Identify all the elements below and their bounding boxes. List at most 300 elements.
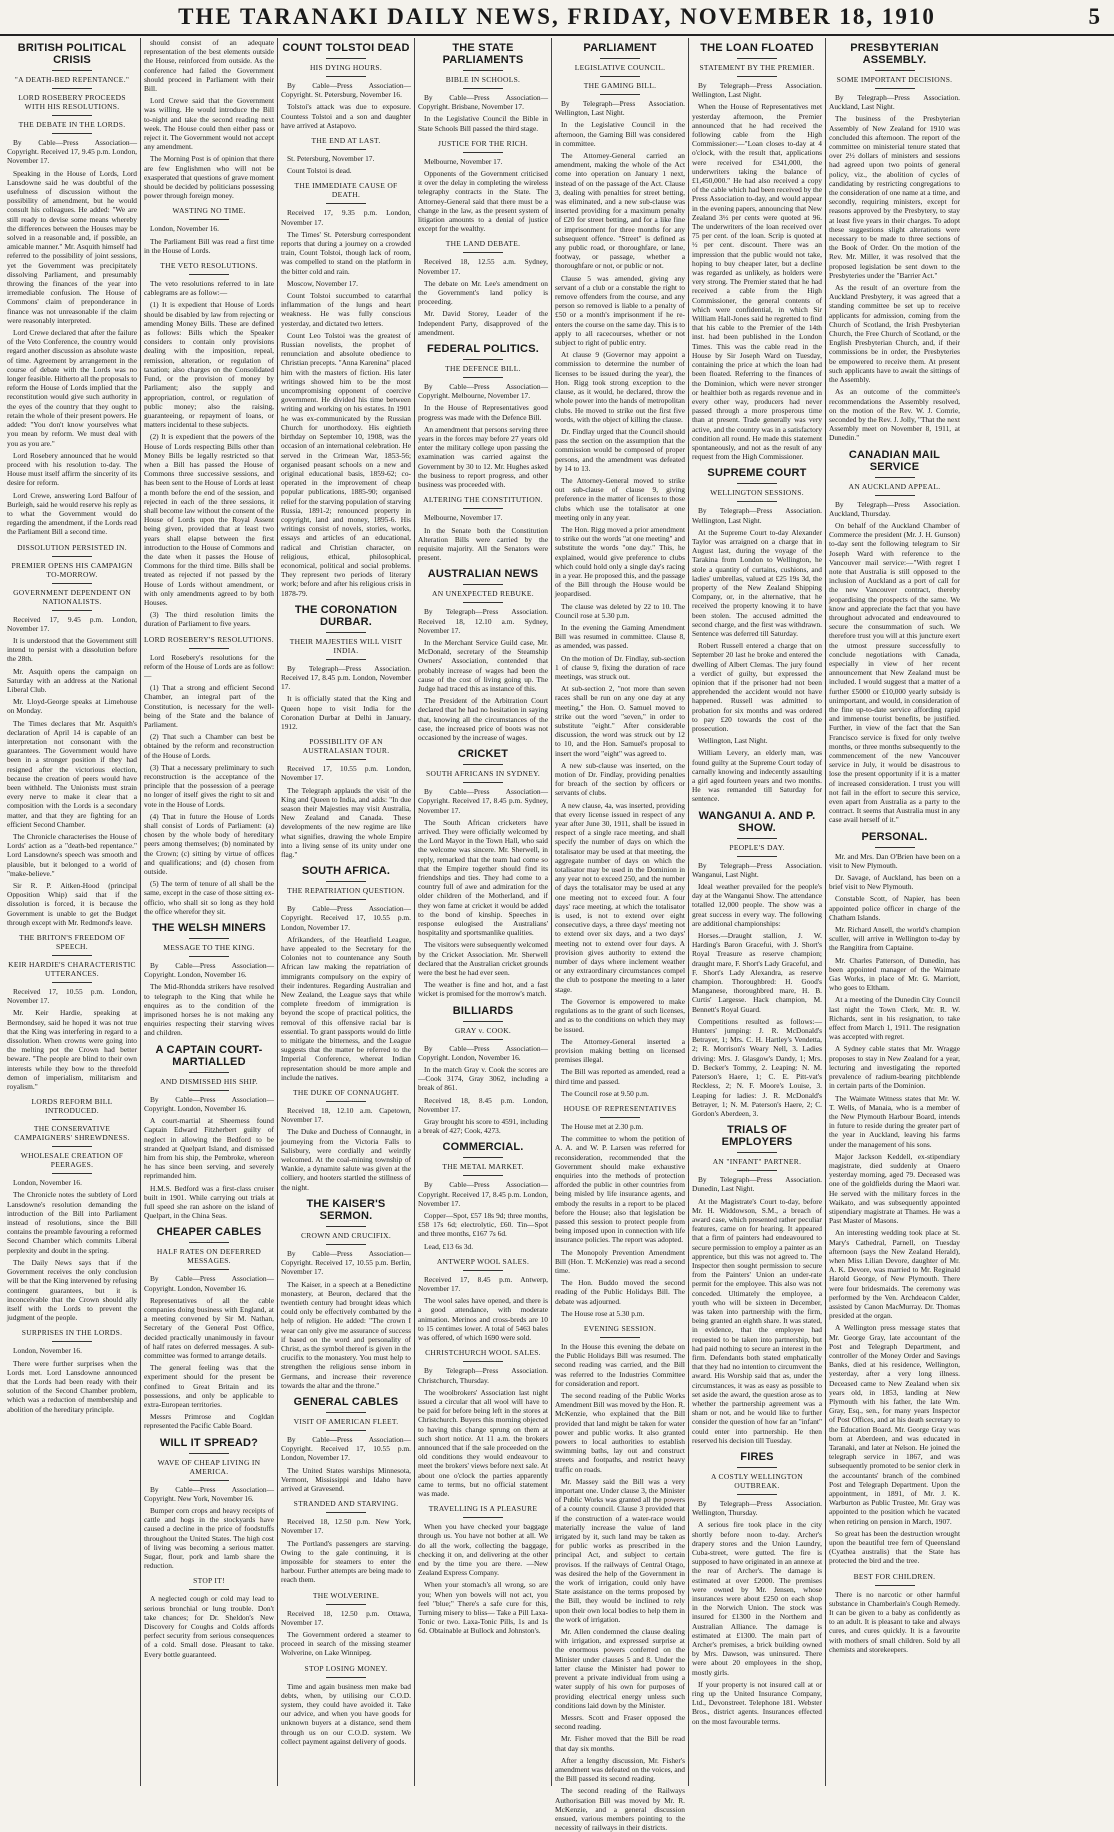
divider: [737, 1494, 777, 1495]
article: [144, 38, 274, 200]
divider: [737, 58, 777, 59]
article-paragraph: The Monopoly Prevention Amendment Bill (Hon. T. McKenzie) was read a second time.: [555, 1247, 685, 1275]
article-paragraph: Copper—Spot, £57 18s 9d; three months, £58 17s 6d; electrolytic, £60. Tin—Spot and three months, £167 7s 6d.: [418, 1211, 548, 1239]
divider: [737, 76, 777, 77]
article-paragraph: Mr. Fisher moved that the Bill be read that day six months.: [555, 1734, 685, 1753]
article-subheading: THEIR MAJESTIES WILL VISIT INDIA.: [289, 636, 403, 655]
column-5: [552, 38, 689, 1832]
article-headline: THE LOAN FLOATED: [700, 42, 814, 54]
article-paragraph: By Cable—Press Association—Copyright. Received 17, 9.45 p.m. London, November 17.: [7, 138, 137, 166]
article-headline: GENERAL CABLES: [293, 1395, 399, 1408]
article-paragraph: Representatives of all the cable companies doing business with England, at a meeting convened by Sir M. Nathan, Secretary of the General Post Office, decided practically unanimously in favour of half rates on deferred messages. A sub-committee was formed to arrange details.: [144, 1295, 274, 1360]
article-subheading: JUSTICE FOR THE RICH.: [438, 138, 528, 148]
article: [144, 635, 274, 916]
columns-container: [4, 38, 1110, 1832]
divider: [52, 88, 92, 89]
article-headline: WANGANUI A. AND P. SHOW.: [698, 809, 816, 834]
divider: [52, 1341, 92, 1342]
divider: [875, 88, 915, 89]
article-headline: THE CORONATION DURBAR.: [294, 603, 398, 628]
article-paragraph: A Wellington press message states that Mr. George Gray, late accountant of the Post and Telegraph Department, and controller of the Money Order and Savings Banks, died at his residence, Wellington, yesterday, after a very long illness. Deceased came to New Zealand when six years old, in 1853, landing at New Plymouth with his father, the late Wm. Gray, Esq., sen., for many years Inspector of Post Offices, and at his death secretary to the Education Board. Mr. George Gray was born at Aberdeen, and was educated in Taranaki, and later at Nelson. He joined the telegraph service in 1867, and was subsequently promoted to be senior clerk in the accountants' branch of the combined Post and Telegraph Department. Upon the appointment, in 1891, of Mr. J. K. Warburton as Public Trustee, Mr. Gray was appointed to the position which he vacated when retiring on pension in March, 1907.: [829, 1323, 960, 1526]
divider: [189, 1480, 229, 1481]
article-paragraph: By Telegraph—Press Association. Auckland, Last Night.: [829, 93, 960, 112]
article-paragraph: Received 18, 8.45 p.m. London, November 17.: [418, 1095, 548, 1114]
article-paragraph: The Chronicle notes the subtlety of Lord Lansdowne's resolution demanding the introduction of the Bill into Parliament instead of resolutions, since the Bill contains the preamble favouring a reformed Second Chamber which commits Liberal perplexity and doubt in the spring.: [7, 1190, 137, 1255]
article-subheading: THE END AT LAST.: [311, 136, 381, 146]
article-paragraph: The Governor is empowered to make regulations as to the grant of such licenses, and as to the conditions on which they may be issued.: [555, 996, 685, 1034]
article-paragraph: William Levery, an elderly man, was found guilty at the Supreme Court today of carnally knowing and indecently assaulting a girl aged fourteen years and two months. He was remanded till Saturday for sentence.: [692, 748, 822, 804]
article-paragraph: Competitions resulted as follows:—Hunters' jumping: J. R. McDonald's Betrayer, 1; Mrs. C. H. Hartley's Vendetta, 2; R. Morrison's Weary Nell, 3. Ladies driving: Mrs. J. Glasgow's Dandy, 1; Mrs. D. Becker's Tommy, 2. Leaping: N. M. Paterson's Haere, 1; C. E. Pitt-vat's Reckless, 2; N. F. Moore's Louise, 3. Leaping for ladies: J. R. McDonald's Betrayer, 1; N. M. Paterson's Haere, 2; C. Gordon's Aberdeen, 3.: [692, 1016, 822, 1118]
divider: [326, 1677, 366, 1678]
article: [144, 1576, 274, 1658]
article-subheading: HALF RATES ON DEFERRED MESSAGES.: [156, 1247, 262, 1266]
article-paragraph: At the Supreme Court to-day Alexander Taylor was arraigned on a charge that in August last, during the voyage of the Tarakina from London to Wellington, he stole a quantity of curtains, cushions, and ladies' umbrellas, valued at £25 19s 3d, the property of the New Zealand Shipping Company, or, in the alternative, that he received the property knowing it to have been stolen. The accused admitted the second charge, and the first was withdrawn. Sentence was deferred till Saturday.: [692, 527, 822, 638]
article-paragraph: By Cable—Press Association—Copyright. Received 17, 10.55 p.m. London, November 17.: [281, 1434, 411, 1463]
article: [281, 1198, 411, 1390]
article: [418, 1348, 548, 1498]
article-subheading: THE WOLVERINE.: [312, 1590, 380, 1600]
divider: [463, 1039, 503, 1040]
article-paragraph: The Duke and Duchess of Connaught, in journeying from the Victoria Falls to Salisbury, were cordially and weirdly welcomed. At the coal-mining township of Wankie, a dynamite salute was given at the colliery, and hooters startled the stillness of the night.: [281, 1127, 411, 1192]
article: [692, 1124, 822, 1445]
article-paragraph: By Cable—Press Association—Copyright. Received 17, 10.55 p.m. London, November 17.: [281, 904, 411, 932]
article: [281, 604, 411, 731]
article-subheading: AN "INFANT" PARTNER.: [712, 1157, 802, 1167]
article-paragraph: should consist of an adequate representation of the best elements outside the House, reinforced from outside. As the conference had failed the Government should proceed in Parliament with their Bill.: [144, 38, 274, 94]
article-subheading: PEOPLE'S DAY.: [729, 842, 785, 852]
divider: [52, 1146, 92, 1147]
article-headline: PARLIAMENT: [583, 42, 657, 54]
article: [418, 1504, 548, 1635]
article-paragraph: Received 17, 10.55 p.m. London, November 17.: [281, 764, 411, 783]
article-paragraph: The Government ordered a steamer to proceed in search of the missing steamer Wolverine, on Lake Winnipeg.: [281, 1629, 411, 1658]
article-subheading: THE DEBATE IN THE LORDS.: [18, 120, 126, 129]
article-paragraph: The Attorney-General moved to strike out sub-clause of clause 9, giving preference in the matter of licenses to those clubs which use the totalisator at one meeting only in any year.: [555, 475, 685, 522]
column-6: [689, 38, 826, 1786]
column-7: [826, 38, 963, 1786]
divider: [600, 94, 640, 95]
divider: [326, 759, 366, 760]
article-paragraph: Lord Rosebery announced that he would proceed with his resolution to-day. The House must itself affirm the sincerity of its desire for reform.: [7, 450, 137, 488]
divider: [189, 1269, 229, 1270]
article: [418, 568, 548, 742]
article-subheading: POSSIBILITY OF AN AUSTRALASIAN TOUR.: [302, 737, 390, 756]
divider: [52, 1119, 92, 1120]
column-4: [415, 38, 552, 1786]
article-headline: SOUTH AFRICA.: [301, 865, 391, 878]
article-paragraph: The South African cricketers have arrived. They were officially welcomed by the Lord Mayor in the Town Hall, who said the welcome was sincere. Mr. Sherwell, in reply, remarked that the team had come so that the Empire together should find its friendships and ties. They had come to a country full of awe and admiration for the older children of the Motherland, and if they won fame at cricket it would be added to the bond of kinship. Speeches in response eulogised the Australians' hospitality and sportsmanlike qualities.: [418, 817, 548, 938]
article-paragraph: The Portland's passengers are starving. Owing to the gale continuing, it is impossible for steamers to enter the harbour. Further attempts are being made to reach them.: [281, 1538, 411, 1585]
article-paragraph: Mr. Lloyd-George speaks at Limehouse on Monday.: [7, 697, 137, 716]
article-subheading: STOP IT!: [193, 1576, 225, 1586]
divider: [326, 659, 366, 660]
article-paragraph: In the Merchant Service Guild case, Mr. McDonald, secretary of the Steamship Owners' Association, contended that probably increase of wages had been the cause of the cost of living going up. The Judge had traced this as instance of this.: [418, 637, 548, 693]
article-subheading: AN AUCKLAND APPEAL.: [848, 481, 941, 491]
divider: [737, 501, 777, 502]
column-1: [4, 38, 141, 1786]
divider: [875, 847, 915, 848]
article-paragraph: By Cable—Press Association—Copyright. Brisbane, November 17.: [418, 93, 548, 112]
article-subheading: MESSAGE TO THE KING.: [163, 943, 255, 953]
article-paragraph: By Telegraph—Press Association. Wellington, Last Night.: [555, 99, 685, 118]
article-paragraph: After a lengthy discussion, Mr. Fisher's amendment was defeated on the voices, and the Bill passed its second reading.: [555, 1755, 685, 1784]
article-subheading: THE LAND DEBATE.: [445, 239, 521, 249]
article-paragraph: Mr. and Mrs. Dan O'Brien have been on a visit to New Plymouth.: [829, 851, 960, 870]
divider: [52, 556, 92, 557]
article-headline: PERSONAL.: [861, 830, 928, 843]
article-subheading: WASTING NO TIME.: [172, 206, 246, 216]
article-subheading: LORD ROSEBERY'S RESOLUTIONS.: [144, 634, 274, 644]
article-headline: THE KAISER'S SERMON.: [306, 1197, 386, 1222]
article-paragraph: The Attorney-General carried an amendment, making the whole of the Act come into operation on January 1 next, instead of on the passage of the Act. Clause 3, dealing with penalties for street betting, was eliminated, and a new sub-clause was inserted providing for a maximum penalty of £20 for street betting, and for a like fine or imprisonment for three months for any subsequent offence. "Street" is defined as any public road, or thoroughfare, or lane, footway, or passage, whether a thoroughfare or not, or public or not.: [555, 151, 685, 271]
article-paragraph: The debate on Mr. Lee's amendment on the Government's land policy is proceeding.: [418, 278, 548, 307]
article-subheading: HOUSE OF REPRESENTATIVES: [563, 1103, 677, 1113]
article-paragraph: The House met at 2.30 p.m.: [561, 1121, 644, 1131]
article-paragraph: Mr. Keir Hardie, speaking at Bermondsey, said he hoped it was not true that the King was interfering in regard to a dissolution. When crowns were going into the melting pot the Crown had better beware. "The people are blind to their own interests while they bow to the threefold demon of imperialism, militarism and royalism.": [7, 1008, 137, 1092]
article-subheading: HIS DYING HOURS.: [309, 63, 383, 72]
article-paragraph: The wool sales have opened, and there is a good attendance, with moderate animation. Merinos and cross-breds are 10 to 15 centimes lower. A total of 5463 bales was offered, of which 1690 were sold.: [418, 1296, 548, 1343]
divider: [463, 508, 503, 509]
article-headline: CHEAPER CABLES: [156, 1226, 262, 1239]
article-paragraph: The Chronicle characterises the House of Lords' action as a "death-bed repentance." Lord Lansdowne's speech was smooth and plausible, but it belonged to a world of "make-believe.": [7, 832, 137, 878]
article-paragraph: Messrs. Scott and Fraser opposed the second reading.: [555, 1712, 685, 1732]
article-paragraph: (3) The third resolution limits the duration of Parliament to five years.: [144, 610, 274, 629]
masthead: [0, 0, 1114, 36]
article: [692, 1451, 822, 1726]
article-paragraph: Mr. Richard Ansell, the world's champion sculler, will arrive in Wellington to-day by the Rangitira from Captaine.: [829, 925, 960, 953]
article: [281, 1664, 411, 1746]
article-headline: SUPREME COURT: [707, 467, 807, 480]
divider: [52, 583, 92, 584]
article-paragraph: In the match Gray v. Cook the scores are—Cook 3174, Gray 3062, including a break of 861.: [418, 1065, 548, 1093]
article-headline: CANADIAN MAIL SERVICE: [848, 448, 941, 473]
article-paragraph: The second reading of the Public Works Amendment Bill was moved by the Hon. R. McKenzie, who explained that the Bill provided that land might be taken for water power and public works. It also granted powers to local authorities to establish swimming baths, lay out and construct streets and footpaths, and restrict heavy traffic on roads.: [555, 1391, 685, 1474]
article-paragraph: Lord Crewe said that the Government was willing. He would introduce the Bill to-night and take the second reading next week. The House could then either pass or reject it. The Government would not accept any amendment.: [144, 96, 274, 152]
divider: [326, 149, 366, 150]
divider: [463, 602, 503, 603]
article-subheading: AN UNEXPECTED REBUKE.: [432, 589, 534, 599]
article: [418, 239, 548, 337]
article-paragraph: (1) That a strong and efficient Second Chamber, an integral part of the Constitution, is necessary for the well-being of the State and the balance of Parliament.: [144, 683, 274, 729]
article-subheading: WAVE OF CHEAP LIVING IN AMERICA.: [157, 1457, 261, 1476]
article: [144, 1226, 274, 1430]
article-subheading: GOVERNMENT DEPENDENT ON NATIONALISTS.: [13, 587, 131, 606]
article-paragraph: When your stomach's all wrong, so are you; When yon bowels will not act, you feel "blue;" There's a safe cure for this, Turning misery to bliss— Take a Pill Laxa-Tonic or two. Laxa-Tonic Pills, 1s and 1s 6d. Obtainable at Bullock and Johnston's.: [418, 1580, 548, 1636]
divider: [52, 133, 92, 134]
article-paragraph: A new clause, 4a, was inserted, providing that every license issued in respect of any year after June 30, 1911, shall be issued in respect of a single race meeting, and shall specify the number of days on which the totalisator may be used at that meeting, the aggregate number of days on which the totalisator may be used in the Dominion in any year not to exceed 250, and the number of days the totalisator may be used at any one meeting not to exceed four. A four days' race meeting, at which the totalisator is used, is not to extend over eight consecutive days, a three days' meeting not to extend over six days, and a two days' meeting not to extend over four days. A provision gives authority to extend the number of days where inclement weather or any extraordinary circumstances compel the club to postpone the meeting to a later stage.: [555, 800, 685, 994]
divider: [326, 1512, 366, 1513]
article-paragraph: By Telegraph—Press Association. Auckland, Thursday.: [829, 499, 960, 518]
article-paragraph: The Daily News says that if the Government receives the only conclusion will be that the King intervened by refusing contingent guarantees, but it is inconceivable that the Crown should ally itself with the Lords to prevent the judgment of the people.: [7, 1257, 137, 1323]
divider: [189, 274, 229, 275]
divider: [463, 88, 503, 89]
article: [418, 42, 548, 133]
divider: [326, 58, 366, 59]
article-paragraph: On behalf of the Auckland Chamber of Commerce the president (Mr. J. H. Gunson) to-day sent the following telegram to Sir Joseph Ward with reference to the Vancouver mail service:—"With regret I note that Australia is still opposed to the inclusion of Auckland as a port of call for the new Vancouver contract, thereby jeopardising the prospects of the same. We know and appreciate the fact that you have throughout advocated and endeavoured to secure the consummation of such. We therefore trust you will at this juncture exert the utmost pressure successfully to conclude negotiations with Canada, especially in view of her recent announcement that New Zealand must be included. I would suggest that a matter of a further £5000 or £10,000 yearly subsidy is unimportant, and would, in consideration of the fine up-to-date service affording rapid and immense tourist benefits, be justified. Further, in view of the fact that the San Francisco service is fixed for only twelve months, or three months subsequently to the commencement of the new Vancouver service in July, it would be disastrous to lose the present opportunity if it is a matter of increased consideration. I trust you will not fail in the effort to secure this service, even apart from Australia as a party to the contract. It seems that Australia must in any case avail herself of it.": [829, 520, 960, 825]
divider: [463, 1270, 503, 1271]
article-paragraph: Mr. Asquith opens the campaign on Saturday with an address at the National Liberal Club.: [7, 666, 137, 694]
article-subheading: THE REPATRIATION QUESTION.: [287, 886, 405, 896]
article-paragraph: The committee to whom the petition of A. A. and W. P. Larsen was referred for reconsideration, recommended that the Government should make exhaustive enquiries into the methods of protection afforded the public in other countries from being misled by life insurance agents, and embody the results in a report to be placed before the House; also that legislation be passed this session to protect people from being imposed upon in connection with life insurance policies. The report was adopted.: [555, 1134, 685, 1245]
article-paragraph: Received 17, 9.45 p.m. London, November 17.: [7, 614, 137, 633]
article-paragraph: The second reading of the Railways Authorisation Bill was moved by Mr. R. McKenzie, and a general discussion ensued, various members pointing to the necessity of railways in their districts.: [555, 1786, 685, 1832]
article: [418, 1005, 548, 1136]
article-paragraph: The Hon. Buddo moved the second reading of the Public Holidays Bill. The debate was adjourned.: [555, 1278, 685, 1306]
divider: [52, 982, 92, 983]
article: [418, 495, 548, 562]
article-paragraph: The Parliament Bill was read a first time in the House of Lords.: [144, 236, 274, 255]
article-paragraph: A court-martial at Sheerness found Captain Edward Fitzherbert guilty of neglect in allowing the Bedford to be stranded at Quelpart Island, and dismissed him from his ship, the Pembroke, whereon he has since been serving, and severely reprimanded him.: [144, 1116, 274, 1181]
divider: [737, 1170, 777, 1171]
article-headline: THE STATE PARLIAMENTS: [442, 42, 524, 66]
article-subheading: LEGISLATIVE COUNCIL.: [574, 63, 666, 72]
divider: [463, 1517, 503, 1518]
article-paragraph: Major Jackson Keddell, ex-stipendiary magistrate, died suddenly at Onaero yesterday morning, aged 79. Deceased was one of the goldfields during the Maori war. He served with the military forces in the Waikato, and was subsequently appointed stipendiary magistrate at Thames. He was a Past Master of Masons.: [829, 1151, 960, 1226]
article-paragraph: Speaking in the House of Lords, Lord Lansdowne said he was doubtful of the usefulness of discussion without the possibility of amendment, but he would consult his colleagues. He added: "We are still ready to devise some means whereby the differences between the Houses may be solved in a reasonable and, if possible, an amicable manner." Mr. Asquith himself had referred to the possibility of joint sessions, yet the Government was precipitately dissolving Parliament, and presumably throwing the finances of the year into irremediable confusion. The House of Commons' claim of preponderance in finance was not unreasonable if the claim were reasonably interpreted.: [7, 168, 137, 325]
article-paragraph: Ideal weather prevailed for the people's day at the Wanganui Show. The attendance totalled 12,000 people. The show was a great success in every way. The following are additional championships:: [692, 882, 822, 928]
article-paragraph: Received 18, 12.50 p.m. Ottawa, November 17.: [281, 1608, 411, 1627]
article-paragraph: Received 17, 8.45 p.m. Antwerp, November 17.: [418, 1274, 548, 1294]
article-paragraph: Lead, £13 6s 3d.: [424, 1241, 474, 1251]
article-subheading: SURPRISES IN THE LORDS.: [21, 1328, 123, 1338]
divider: [463, 1175, 503, 1176]
column-2: [141, 38, 278, 1786]
article: [829, 1572, 960, 1654]
article-paragraph: By Cable—Press Association—Copyright. Received 17, 10.55 p.m. Berlin, November 17.: [281, 1248, 411, 1277]
article-paragraph: By Telegraph—Press Association. Received 17, 8.45 p.m. London, November 17.: [281, 663, 411, 692]
article-paragraph: The Waimate Witness states that Mr. W. T. Wells, of Manaia, who is a member of the New Plymouth Harbour Board, intends in future to reside during the greater part of the year in Auckland, leaving his farms under the management of his sons.: [829, 1093, 960, 1149]
article-paragraph: By Cable—Press Association—Copyright. New York, November 16.: [144, 1484, 274, 1503]
article-paragraph: It is understood that the Government still intend to persist with a dissolution before the 28th.: [7, 635, 137, 664]
article-paragraph: The Bill was reported as amended, read a third time and passed.: [555, 1067, 685, 1086]
article-paragraph: Mr. Allen condemned the clause dealing with irrigation, and expressed surprise at the enormous powers conferred on the Minister under clauses 5 and 8. Under the latter clause the Minister had power to prevent a private individual from using a water supply of his own for purposes of providing electrical energy unless such conditions laid down by the Minister.: [555, 1627, 685, 1710]
article-paragraph: The House rose at 5.30 p.m.: [561, 1308, 645, 1318]
article-paragraph: (4) That in future the House of Lords shall consist of Lords of Parliament: (a) chosen by the whole body of hereditary peers among themselves; (b) nominated by the Crown; (c) sitting by virtue of offices and qualifications; and (d) chosen from outside.: [144, 811, 274, 877]
article-subheading: SOME IMPORTANT DECISIONS.: [836, 75, 953, 84]
article-paragraph: At clause 9 (Governor may appoint a commission to determine the number of licenses to be issued during the year), the Hon. Rigg took strong exception to the clause, as it would, he declared, throw the whole power into the hands of metropolitan clubs. He moved to strike out the first five words, with the object of killing the clause.: [555, 350, 685, 424]
newspaper-title: THE TARANAKI DAILY NEWS, FRIDAY, NOVEMBER 18, 1910: [178, 4, 936, 29]
divider: [326, 203, 366, 204]
article-subheading: THE VETO RESOLUTIONS.: [160, 261, 258, 271]
article-paragraph: There were further surprises when the Lords met. Lord Lansdowne announced that the Lords had been ready with their solution of the Second Chamber problem, which was a reduction of membership and abolition of the hereditary principle.: [7, 1358, 137, 1414]
article-paragraph: Received 18, 12.50 p.m. New York, November 17.: [281, 1517, 411, 1536]
article: [281, 1088, 411, 1192]
article-paragraph: An interesting wedding took place at St. Mary's Cathedral, Parnell, on Tuesday afternoon (says the New Zealand Herald), when Miss Lilian Devore, daughter of Mr. A. K. Devore, was married to Mr. Reginald Harold George, of New Plymouth. There were four bridesmaids. The ceremony was performed by the Ven. Archdeacon Calder, assisted by Canon MacMurray. Dr. Thomas presided at the organ.: [829, 1228, 960, 1321]
article-paragraph: Mr. Charles Patterson, of Dunedin, has been appointed manager of the Waimate Gas Works, in place of Mr. G. Marriott, who goes to Eltham.: [829, 955, 960, 993]
article-headline: FEDERAL POLITICS.: [427, 343, 539, 356]
column-3: [278, 38, 415, 1786]
divider: [463, 1157, 503, 1158]
divider: [52, 70, 92, 71]
article-paragraph: By Cable—Press Association—Copyright. St. Petersburg, November 16.: [281, 81, 411, 100]
article-subheading: DISSOLUTION PERSISTED IN.: [17, 542, 127, 552]
article-paragraph: Horses.—Draught stallion, J. W. Harding's Baron Gracefui, with J. Short's Royal Treasure as reserve champion; draught mare, F. Short's Lady Graceful, and F. Short's Lady Alexandra, as reserve champion. Thoroughbred: H. Good's Manganese, thoroughbred mare, H. B. Curtis' Largesse. Hack champion, M. Bennett's Royal Guard.: [692, 931, 822, 1014]
article: [281, 865, 411, 1082]
article-paragraph: A Sydney cable states that Mr. Wragge proposes to stay in New Zealand for a year, lecturing and investigating the reported prevalence of radium-bearing pitchblende in certain parts of the Dominion.: [829, 1044, 960, 1091]
article-paragraph: If your property is not insured call at or ring up the United Insurance Company, Ltd., Devonstreet. Telephone 181. Webster Bros., district agents. Insurances effected on the most favourable terms.: [692, 1679, 822, 1726]
article: [7, 42, 137, 537]
article-paragraph: As an outcome of the committee's recommendations the Assembly resolved, on the motion of the Rev. W. J. Comrie, seconded by the Rev. J. Jolly, "That the next Assembly meet on November 8, 1911, at Dunedin.": [829, 387, 960, 443]
article-paragraph: By Telegraph—Press Association. Wellington, Thursday.: [692, 1499, 822, 1518]
article-subheading: LORDS REFORM BILL INTRODUCED.: [31, 1097, 113, 1116]
article-paragraph: H.M.S. Bedford was a first-class cruiser built in 1901. While carrying out trials at full speed she ran ashore on the island of Quelpart, in the China Seas.: [144, 1183, 274, 1221]
article-paragraph: Constable Scott, of Napier, has been appointed police officer in charge of the Chatham Islands.: [829, 894, 960, 922]
article-paragraph: London, November 16.: [150, 224, 219, 234]
divider: [189, 219, 229, 220]
article-paragraph: The clause was deleted by 22 to 10. The Council rose at 5.30 p.m.: [555, 601, 685, 620]
page-number: 5: [1088, 4, 1100, 29]
article-paragraph: By Cable—Press Association—Copyright. London, November 16.: [144, 961, 274, 980]
divider: [463, 377, 503, 378]
article-subheading: THE DEFENCE BILL.: [445, 364, 521, 374]
article-paragraph: When the House of Representatives met yesterday afternoon, the Premier announced that he had received the following cable from the High Commissioner:—"Loan closes to-day at 4 o'clock, with the result that, applications were received for £341,000, the underwriters taking the balance of £1,450,000." He had also received a copy of the cable which had been received by the Press Association to-day, and would appear in the evening papers, announcing that New Zealand 3½ per cents were quoted at 96. The underwriters of the loan received over 75 per cent. of the loan. Scrip is quoted at ½ per cent. discount. There was an impression that the public would not take, hoping to buy cheaper later, but a decline was regarded as unlikely, as holders were very strong. The Premier stated that he had received a cable from the High Commissioner, the general contents of which were confidential, in which Sir William Hall-Jones said he regretted to find that his cable to the Premier of the 14th inst. had been published in the London Times. This was the cable read in the House by Sir Joseph Ward on Tuesday, containing the price at which the loan had been floated. Referring to the finances of the Dominion, which were never stronger or healthier both as regards revenue and in every other way, producers had never passed through a more prosperous time than at present. Trade generally was very active, and the country was in a satisfactory condition all round. He made this statement spontaneously, and not as the result of any request from the High Commissioner.: [692, 102, 822, 462]
article-subheading: THE DUKE OF CONNAUGHT.: [292, 1088, 400, 1098]
article-headline: CRICKET: [457, 748, 509, 761]
article-paragraph: The business of the Presbyterian Assembly of New Zealand for 1910 was concluded this afternoon. The report of the committee on ministerial tenure stated that over 2½ dollars of ministers and sessions had agreed upon two points of general policy, viz., the abolition of cycles of candidating by restricting congregations to the consideration of one name at a time, and secondly, requiring ministers, except for reasons approved by the Presbytery, to stay at least five years in their charges. To adopt these suggestions slight alterations were necessary to be made to three sections of the Book of Order. On the motion of the Rev. Mr. Miller, it was resolved that the proposed legislation be sent down to the Presbyteries under the "Barrier Act.": [829, 114, 960, 280]
divider: [600, 76, 640, 77]
article-paragraph: Bumper corn crops and heavy receipts of cattle and hogs in the stockyards have caused a decline in the price of foodstuffs throughout the United States. The high cost of living was becoming a serious matter. Sugar, flour, pork and lamb share the reduction.: [144, 1505, 274, 1571]
article: [281, 1396, 411, 1493]
article-paragraph: By Telegraph—Press Association. Dunedin, Last Night.: [692, 1175, 822, 1194]
article: [281, 1591, 411, 1658]
article-subheading: A COSTLY WELLINGTON OUTBREAK.: [711, 1472, 803, 1490]
article-paragraph: The President of the Arbitration Court declared that he had no hesitation in saying that, knowing all the circumstances of the case, the increased price of boots was not occasioned by the increase of wages.: [418, 696, 548, 742]
article-paragraph: By Cable—Press Association—Copyright. Melbourne, November 17.: [418, 382, 548, 401]
divider: [52, 955, 92, 956]
article-headline: COUNT TOLSTOI DEAD: [282, 42, 410, 54]
article-subheading: "A DEATH-BED REPENTANCE.": [14, 75, 130, 84]
article-subheading: THE CONSERVATIVE CAMPAIGNERS' SHREWDNESS.: [14, 1124, 130, 1143]
article-paragraph: The weather is fine and hot, and a fast wicket is promised for the morrow's match.: [418, 980, 548, 999]
article: [692, 467, 822, 803]
article-paragraph: The Kaiser, in a speech at a Benedictine monastery, at Beuron, declared that the twentieth century had brought ideas which could only be effectively combatted by the help of religion. He added: "The crown I wear can only give me assurance of success if based on the word and personality of Christ, as the symbol thereof is given in the crucifix to the monastery. You must help to strengthen the religious sense inborn in Germans, and increase their reverence towards the altar and the throne.": [281, 1279, 411, 1390]
article-paragraph: Robert Russell entered a charge that on September 20 last he broke and entered the dwelling of Albert Clemas. The jury found a verdict of guilty, but expressed the opinion that if the prisoner had not been apprehended the accident would not have happened. Russell was admitted to probation for six months and was ordered to pay £20 towards the cost of the prosecution.: [692, 641, 822, 733]
divider: [463, 782, 503, 783]
article: [144, 1044, 274, 1221]
article-paragraph: The United States warships Minnesota, Vermont, Mississippi and Idaho have arrived at Gravesend.: [281, 1465, 411, 1493]
article-subheading: SOUTH AFRICANS IN SYDNEY.: [425, 769, 541, 779]
article-paragraph: A serious fire took place in the city shortly before noon to-day. Archer's drapery stores and the Union Laundry, Cuba-street, were gutted. The fire is supposed to have originated in an annexe at the rear of Archer's. The damage is estimated at over £2000. The premises were owned by Mr. Jensen, whose insurances were about £250 on each shop in the Norwich Union. The stock was insured for £1300 in the Northern and Australian Alliance. The damage is estimated at £1300. The main part of Archer's premises, a brick building owned by Mrs. Dawson, was uninsured. There were about 20 employees in the shop, mostly girls.: [692, 1520, 822, 1677]
article-headline: BILLIARDS: [452, 1004, 514, 1017]
article: [144, 206, 274, 255]
divider: [189, 956, 229, 957]
article: [144, 1437, 274, 1571]
article-paragraph: Count Tolstoi succumbed to catarrhal inflammation of the lungs and heart weakness. He was fully conscious yesterday, and dictated two letters.: [281, 291, 411, 328]
article-paragraph: The Hon. Rigg moved a prior amendment to strike out the words "at one meeting" and substitute the words "one day." This, he explained, would give preference to clubs which could hold only a single day's racing in a year. He proposed this, and the passage of the Bill through the House would be jeopardised.: [555, 524, 686, 599]
article: [418, 139, 548, 234]
article-paragraph: Opponents of the Government criticised it over the delay in completing the wireless telegraphy contracts in the State. The Attorney-General said that there must be a change in the law, as the present system of litigation amounts to a denial of justice except for the wealthy.: [418, 169, 548, 234]
divider: [189, 1072, 229, 1073]
article-paragraph: The Attorney-General inserted a provision making betting on licensed premises illegal.: [555, 1036, 685, 1065]
article-subheading: AND DISMISSED HIS SHIP.: [160, 1076, 258, 1086]
article-subheading: THE IMMEDIATE CAUSE OF DEATH.: [294, 181, 398, 200]
article-paragraph: Melbourne, November 17.: [424, 156, 503, 166]
article-subheading: WHOLESALE CREATION OF PEERAGES.: [20, 1151, 124, 1170]
article-paragraph: Afrikanders, of the Heatfield League, have appealed to the Secretary for the Colonies not to countenance any South African law making the repatriation of immigrants compulsory on the expiry of their indentures. Regarding Australian and New Zealand, the League says that while complete freedom of immigration is beyond the scope of practical politics, the removal of this offensive racial bar is essential. To grant passports would do little to mitigate the bitterness, and the League suggests that the matter be referred to the Imperial Conference, whereat Indian representation should be more ample and include the natives.: [281, 934, 411, 1082]
divider: [326, 76, 366, 77]
article-subheading: CHRISTCHURCH WOOL SALES.: [425, 1348, 541, 1358]
article-paragraph: When you have checked your baggage through us. You have not bother at all. We do all the work, collecting the baggage, checking it on, and delivering at the other end by the time you are there. —New Zealand Express Company.: [418, 1522, 548, 1578]
article-paragraph: Tolstoi's attack was due to exposure. Countess Tolstoi and a son and daughter have arrived at Astapovo.: [281, 102, 411, 130]
divider: [875, 1585, 915, 1586]
article-paragraph: Lord Crewe, answering Lord Balfour of Burleigh, said he would reserve his reply as to what the Government would do regarding the amendment, if the Lords read the Parliament Bill a second time.: [7, 490, 137, 537]
article-subheading: PREMIER OPENS HIS CAMPAIGN TO-MORROW.: [11, 560, 133, 579]
divider: [326, 1604, 366, 1605]
article: [555, 1324, 685, 1832]
article-paragraph: By Telegraph—Press Association. Received 18, 12.10 a.m. Sydney, November 17.: [418, 607, 548, 635]
divider: [463, 152, 503, 153]
divider: [189, 648, 229, 649]
article-paragraph: So great has been the destruction wrought upon the beautiful tree fern of Queensland (Cyathea australis) that the State has protected the bird and the tree.: [829, 1528, 960, 1566]
article-headline: A CAPTAIN COURT-MARTIALLED: [155, 1043, 263, 1068]
article-paragraph: On the motion of Dr. Findlay, sub-section 1 of clause 9, fixing the duration of race meetings, was struck out.: [555, 653, 685, 681]
divider: [737, 483, 777, 484]
divider: [600, 1117, 640, 1118]
article-subheading: THE BRITON'S FREEDOM OF SPEECH.: [19, 933, 125, 952]
article-paragraph: Lord Rosebery's resolutions for the reform of the House of Lords are as follow:—: [144, 652, 274, 680]
article-paragraph: At the Magistrate's Court to-day, before Mr. H. Widdowson, S.M., a breach of award case, which presented rather peculiar features, came on for hearing. It appeared that a firm of painters had endeavoured to secure permission to employ a painter as an apprentice, but this was not agreed to. The Inspector then sought permission to secure from the Painters' Union an under-rate permit for the employee. This also was not conceded. Ultimately the employee, a youth who will be sixteen in December, was taken into partnership with the firm, being granted an eighth share. It was stated, in evidence, that the employee had requested to be taken into partnership, but had paid nothing to secure an interest in the firm. Defendants both stated emphatically that they had no intention to circumvent the award. His Worship said that as, under the circumstances, it was as easy as possible to set aside the award, the question arose as to whether the partnership agreement was a sham or not, and he would like to further consider the question of how far an "infant" could enter into partnership. He then reserved his decision till Tuesday.: [692, 1196, 822, 1445]
divider: [875, 70, 915, 71]
article-paragraph: By Telegraph—Press Association. Wanganui, Last Night.: [692, 860, 822, 879]
divider: [600, 58, 640, 59]
divider: [326, 1412, 366, 1413]
article-subheading: VISIT OF AMERICAN FLEET.: [293, 1416, 399, 1426]
article-paragraph: In the Legislative Council the Bible in State Schools Bill passed the third stage.: [418, 114, 548, 133]
article-paragraph: By Cable—Press Association—Copyright. Received 17, 8.45 p.m. Sydney, November 17.: [418, 787, 548, 815]
divider: [52, 115, 92, 116]
article-paragraph: Messrs Primrose and Cogldan represented the Pacific Cable Board.: [144, 1412, 274, 1431]
article-paragraph: By Cable—Press Association—Copyright. Received 17, 8.45 p.m. London, November 17.: [418, 1180, 548, 1208]
divider: [189, 1090, 229, 1091]
article-paragraph: Melbourne, November 17.: [424, 513, 503, 523]
article: [829, 449, 960, 825]
article-paragraph: (3) That a necessary preliminary to such reconstruction is the acceptance of the principle that the possession of a peerage no longer of itself gives the right to sit and vote in the House of Lords.: [144, 762, 274, 809]
article-paragraph: Received 17, 10.55 p.m. London, November 17.: [7, 987, 137, 1006]
article-headline: WILL IT SPREAD?: [159, 1436, 259, 1449]
divider: [600, 1337, 640, 1338]
article-subheading: WELLINGTON SESSIONS.: [710, 488, 804, 498]
divider: [52, 610, 92, 611]
article-paragraph: (2) It is expedient that the powers of the House of Lords respecting Bills other than Money Bills be legally restricted so that when a Bill has passed the House of Commons three successive sessions, and has been sent to the House of Lords at least a month before the end of the session, and rejected in each of the three sessions, it shall become law without the consent of the House of Lords upon the Royal Assent being given, provided that at least two years shall elapse between the first introduction to the House of Commons and the date when it passes the House of Commons for the third time. Bills shall be treated as rejected if not passed by the House of Lords without amendment, or with only amendments agreed to by both Houses.: [144, 432, 274, 607]
article: [281, 737, 411, 859]
divider: [189, 938, 229, 939]
article-subheading: CROWN AND CRUCIFIX.: [300, 1230, 392, 1240]
article: [692, 42, 822, 461]
divider: [326, 632, 366, 633]
divider: [52, 1173, 92, 1174]
article: [7, 543, 137, 928]
article: [418, 343, 548, 489]
article-subheading: ANTWERP WOOL SALES.: [436, 1256, 530, 1266]
article-paragraph: A neglected cough or cold may lead to serious bronchial or lung trouble. Don't take chances; for Dr. Sheldon's New Discovery for Coughs and Colds affords perfect security from serious consequences of a cold. Small dose. Pleasant to take. Every bottle guaranteed.: [144, 1594, 274, 1659]
article: [281, 181, 411, 597]
article-paragraph: The Mid-Rhondda strikers have resolved to telegraph to the King that while he enquires as to the condition of the imprisoned horses he is not making any enquiries respecting their starving wives and children.: [144, 982, 274, 1038]
article-paragraph: An amendment that persons serving three years in the forces may before 27 years old enter the military college upon passing the examination was carried against the Government by 30 to 12. Mr. Hughes asked the business to report progress, and other business was proceeded with.: [418, 424, 548, 490]
article-paragraph: The general feeling was that the experiment should for the present be confined to Great Britain and its possessions, and only be applicable to extra-European territories.: [144, 1363, 274, 1409]
article-paragraph: St. Petersburg, November 17.: [287, 154, 375, 164]
divider: [463, 764, 503, 765]
article-paragraph: Dr. Savage, of Auckland, has been on a brief visit to New Plymouth.: [829, 873, 960, 892]
article-paragraph: Count Leo Tolstoi was the greatest of Russian novelists, the prophet of renunciation and absolute obedience to Christian precepts. "Anna Karenina" placed him with the masters of fiction. His later writings showed him to be the most uncompromising opponent of coercive government. He divided his time between writing and working on his estates. In 1901 he was ex-communicated by the Russian Church for unorthodoxy. His eightieth birthday on September 10, 1908, was the occasion of an international celebration. He served in the Crimean War, 1853-56; organised peasant schools on a new and original educational basis, 1859-62; co-operated in the improvement of cheap popular publications, 1885-90; organised relief for the starving population of starving Russia, 1891-2; renounced property in copyright, land and money, 1895-6. His writings consist of novels, stories, works, essays and articles of an educational, radical and Christian character, on religious, ethical, philosophical, economical, political and social problems. They represent two periods of literary work; before and after his religious crisis in 1878-79.: [281, 330, 411, 598]
article-paragraph: A new sub-clause was inserted, on the motion of Dr. Findlay, providing penalties for breach of the section by officers or servants of clubs.: [555, 760, 685, 798]
article-paragraph: (2) That such a Chamber can best be obtained by the reform and reconstruction of the House of Lords.: [144, 732, 274, 760]
article: [555, 42, 685, 1098]
article-subheading: BIBLE IN SCHOOLS.: [445, 75, 521, 84]
article-paragraph: It is officially stated that the King and Queen hope to visit India for the Coronation Durbar at Delhi in January, 1912.: [281, 694, 411, 731]
article-paragraph: Moscow, November 17.: [287, 278, 358, 288]
article-subheading: THE METAL MARKET.: [442, 1162, 524, 1172]
article-headline: TRIALS OF EMPLOYERS: [721, 1124, 793, 1149]
